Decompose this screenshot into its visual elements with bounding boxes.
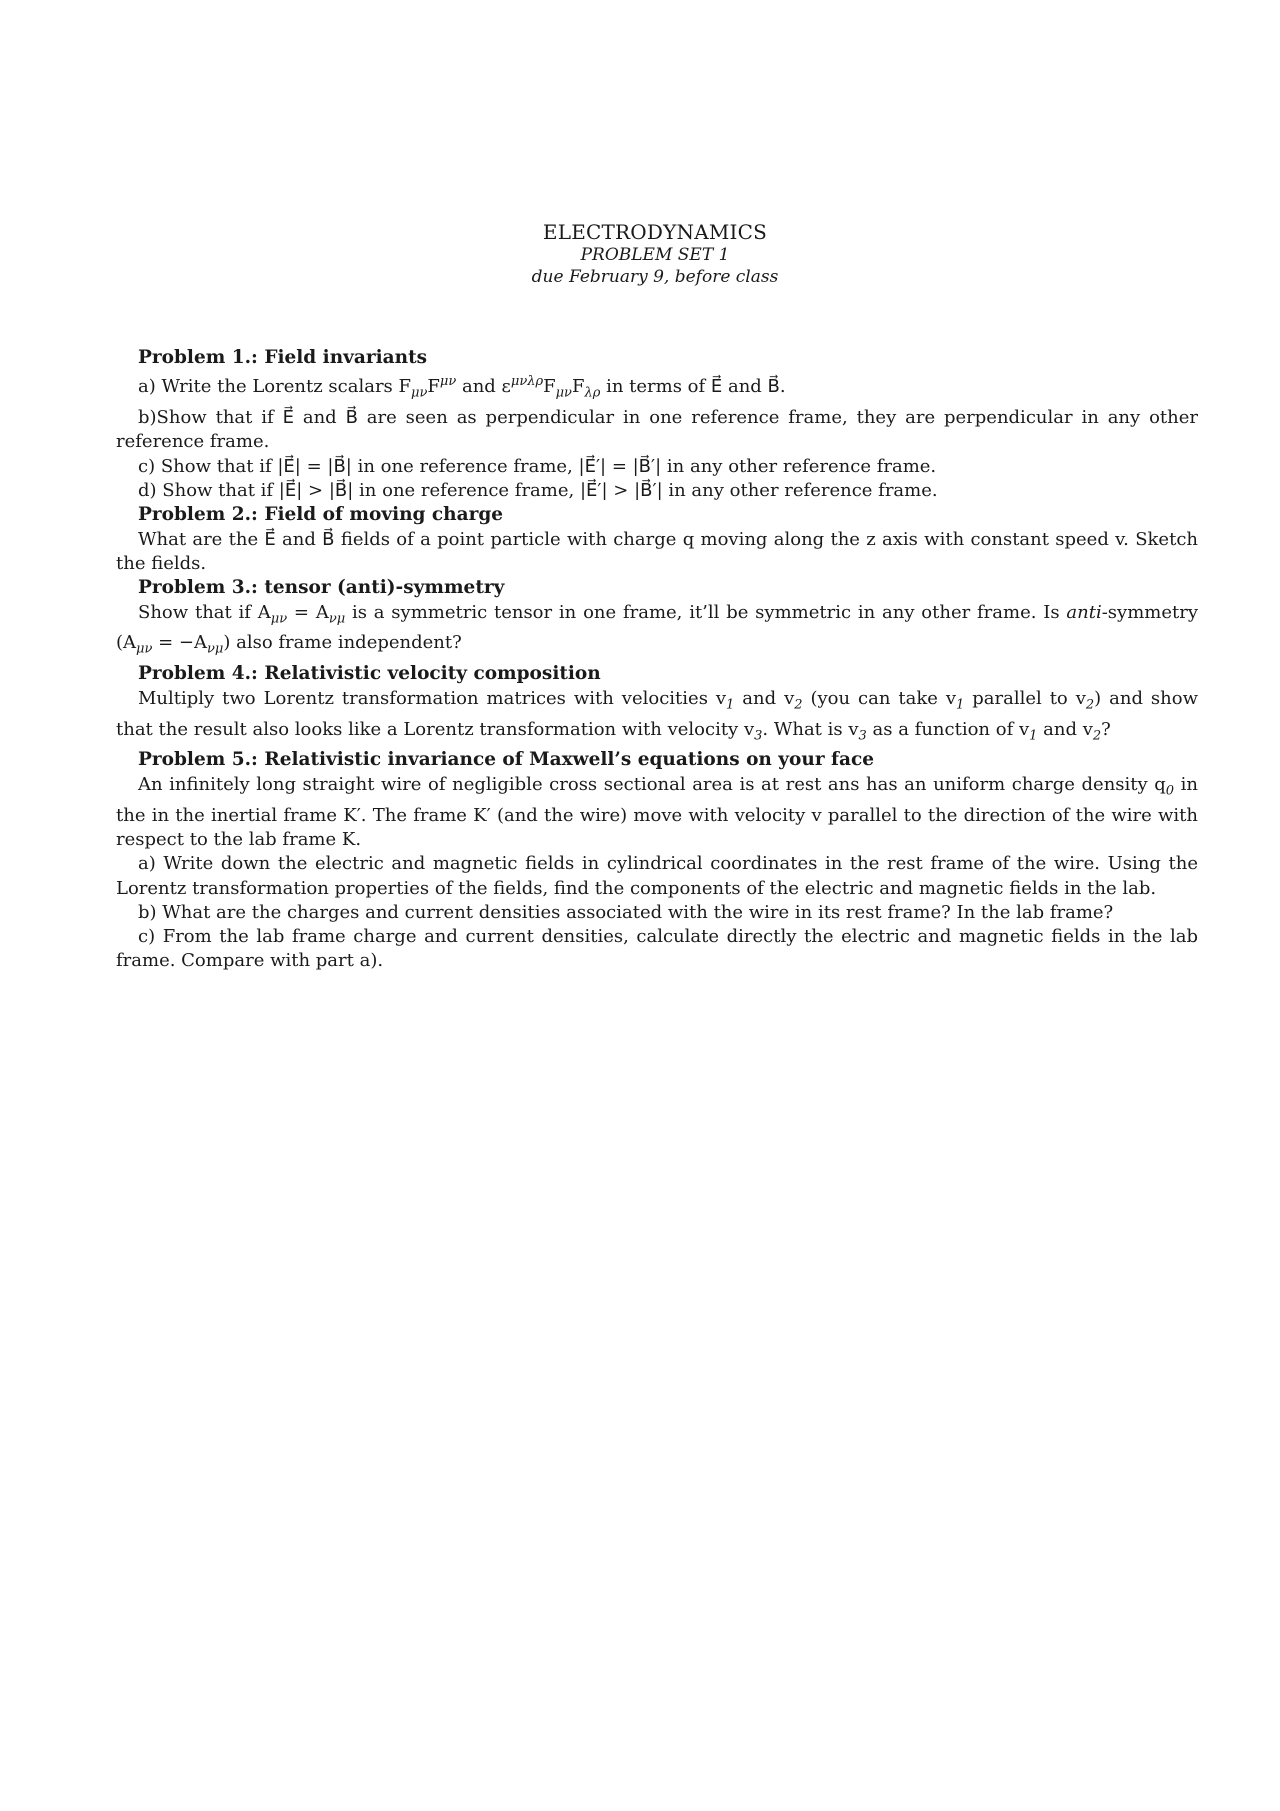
- text-run: parallel to v: [964, 687, 1086, 709]
- superscript: μν: [439, 374, 457, 390]
- text-run: ) and show that the result also looks like a Lorentz transformation with velocity v: [116, 687, 1199, 740]
- text-run: F: [427, 376, 440, 398]
- text-run: as a function of v: [866, 718, 1030, 740]
- problem-list: [116, 346, 1198, 974]
- problem-paragraph: [116, 773, 1198, 852]
- text-run: -symmetry (A: [116, 601, 1199, 654]
- problem-paragraph: [116, 370, 1198, 406]
- problem-section: [116, 346, 1198, 503]
- problem-paragraph: [116, 852, 1198, 901]
- subscript: μν: [136, 642, 153, 658]
- text-run: d) Show that if |E⃗| > |B⃗| in one reference frame, |E⃗′| > |B⃗′| in any other reference frame.: [138, 480, 938, 502]
- text-run: a) Write down the electric and magnetic fields in cylindrical coordinates in the rest frame of the wire. Using the Lorentz transformation properties of the fields, find the components of the electric and magnetic fields in the lab.: [116, 853, 1198, 899]
- problem-title: Problem 2.: Field of moving charge: [138, 504, 504, 526]
- text-run: and ε: [456, 376, 511, 398]
- document-subtitle: PROBLEM SET 1: [580, 245, 730, 265]
- problem-paragraph: [116, 925, 1198, 974]
- text-run: ?: [1101, 718, 1111, 740]
- text-run: b)Show that if E⃗ and B⃗ are seen as perpendicular in one reference frame, they are perpendicular in any other reference frame.: [116, 407, 1198, 453]
- problem-paragraph: [116, 901, 1198, 925]
- subscript: 1: [956, 697, 965, 713]
- superscript: μνλρ: [510, 374, 544, 390]
- subscript: 3: [858, 728, 867, 744]
- due-date: due February 9, before class: [531, 267, 779, 287]
- problem-section: [116, 503, 1198, 576]
- problem-section: [116, 748, 1198, 973]
- text-run: . What is v: [762, 718, 859, 740]
- text-run: F: [543, 376, 556, 398]
- problem-paragraph: [116, 601, 1198, 663]
- text-run: and v: [1037, 718, 1093, 740]
- subscript: 2: [1092, 728, 1102, 744]
- subscript: μν: [270, 611, 288, 627]
- text-run: a) Write the Lorentz scalars: [138, 376, 399, 398]
- problem-paragraph: [116, 687, 1198, 749]
- text-run: ) also frame independent?: [223, 632, 462, 654]
- subscript: νμ: [207, 642, 224, 658]
- text-run: An infinitely long straight wire of negligible cross sectional area is at rest ans has an uniform charge density q: [138, 773, 1166, 795]
- subscript: 3: [754, 728, 763, 744]
- problem-title: Problem 4.: Relativistic velocity composition: [138, 663, 601, 685]
- subscript: 2: [1085, 697, 1095, 713]
- problem-title: Problem 1.: Field invariants: [138, 347, 428, 368]
- text-run: b) What are the charges and current densities associated with the wire in its rest frame? In the lab frame?: [138, 901, 1114, 923]
- subscript: μν: [411, 385, 428, 401]
- text-run: and v: [734, 687, 795, 709]
- document-header: [0, 220, 1280, 288]
- subscript: μν: [555, 385, 572, 401]
- subscript: 2: [794, 697, 803, 713]
- text-run: is a symmetric tensor in one frame, it’ll be symmetric in any other frame. Is: [345, 601, 1067, 623]
- text-run: What are the E⃗ and B⃗ fields of a point particle with charge q moving along the z axis with constant speed v. Sketch the fields.: [116, 528, 1198, 574]
- text-run: Show that if A: [138, 601, 271, 623]
- text-run: in the in the inertial frame K′. The frame K′ (and the wire) move with velocity v parallel to the direction of the wire with respect to the lab frame K.: [116, 773, 1198, 850]
- document-title: ELECTRODYNAMICS: [542, 220, 768, 244]
- problem-paragraph: [116, 455, 1198, 479]
- problem-section: [116, 576, 1198, 662]
- problem-section: [116, 662, 1198, 748]
- subscript: λρ: [584, 385, 601, 401]
- text-run: Multiply two Lorentz transformation matrices with velocities v: [138, 687, 727, 709]
- problem-title: Problem 3.: tensor (anti)-symmetry: [138, 577, 505, 599]
- text-run: c) Show that if |E⃗| = |B⃗| in one reference frame, |E⃗′| = |B⃗′| in any other reference frame.: [138, 455, 937, 477]
- subscript: 1: [726, 697, 735, 713]
- text-run: = −A: [152, 632, 207, 654]
- subscript: 0: [1165, 783, 1175, 799]
- subscript: νμ: [328, 611, 346, 627]
- problem-paragraph: [116, 479, 1198, 503]
- text-run: F: [571, 376, 585, 398]
- text-run: in terms of E⃗ and B⃗.: [600, 376, 786, 398]
- text-run: = A: [287, 601, 329, 623]
- text-run: (you can take v: [802, 687, 957, 709]
- problem-paragraph: [116, 406, 1198, 455]
- problem-title: Problem 5.: Relativistic invariance of Maxwell’s equations on your face: [138, 749, 875, 771]
- text-run: c) From the lab frame charge and current densities, calculate directly the electric and magnetic fields in the lab frame. Compare with part a).: [116, 926, 1198, 972]
- italic-text: anti: [1066, 601, 1102, 623]
- problem-paragraph: [116, 528, 1198, 577]
- text-run: F: [398, 376, 412, 398]
- subscript: 1: [1029, 728, 1038, 744]
